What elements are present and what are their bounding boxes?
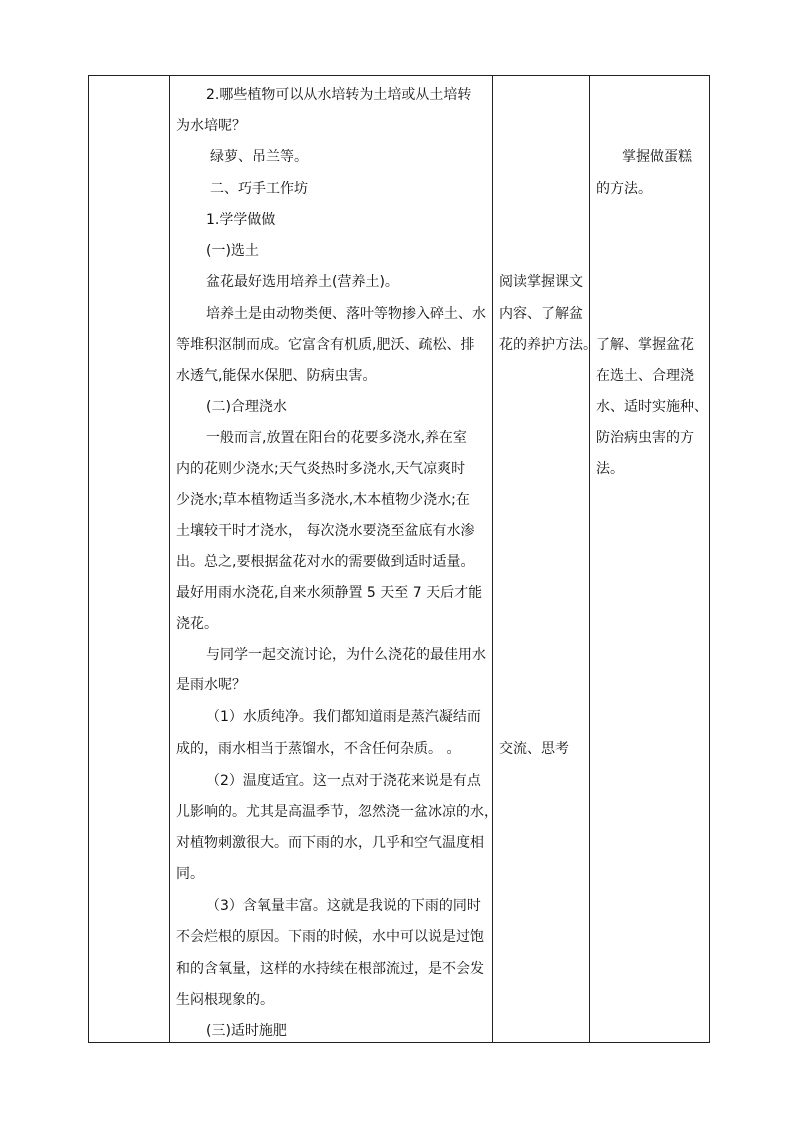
content-line: 2.哪些植物可以从水培转为土培或从土培转 bbox=[206, 87, 472, 103]
content-line: 与同学一起交流讨论，为什么浇花的最佳用水 bbox=[206, 647, 486, 663]
goal-line: 防治病虫害的方 bbox=[596, 430, 694, 446]
content-line: 生闷根现象的。 bbox=[176, 992, 274, 1008]
student-activity-column bbox=[493, 76, 597, 1043]
empty-left-column bbox=[89, 76, 170, 1043]
content-line: (二)合理浇水 bbox=[206, 399, 287, 415]
goal-line: 法。 bbox=[596, 461, 624, 477]
content-line: 不会烂根的原因。下雨的时候，水中可以说是过饱 bbox=[176, 929, 484, 945]
table-row bbox=[89, 76, 710, 1043]
content-line: 1.学学做做 bbox=[206, 212, 276, 228]
content-line: 土壤较干时才浇水， 每次浇水要浇至盆底有水渗 bbox=[176, 523, 475, 539]
content-line: 盆花最好选用培养土(营养土)。 bbox=[206, 274, 399, 290]
goal-line: 掌握做蛋糕 bbox=[622, 149, 692, 165]
content-line: 对植物刺激很大。而下雨的水，几乎和空气温度相 bbox=[176, 835, 484, 851]
content-line: 少浇水;草本植物适当多浇水,木本植物少浇水;在 bbox=[176, 492, 470, 508]
content-line: (三)适时施肥 bbox=[206, 1023, 287, 1039]
goal-line: 在选土、合理浇 bbox=[596, 368, 694, 384]
activity-line: 花的养护方法。 bbox=[499, 337, 597, 353]
content-line: 培养土是由动物类便、落叶等物掺入碎土、水 bbox=[206, 306, 486, 322]
content-line: (一)选土 bbox=[206, 243, 259, 259]
teaching-goals-column bbox=[590, 76, 710, 1043]
content-line: 出。总之,要根据盆花对水的需要做到适时适量。 bbox=[176, 554, 475, 570]
activity-line: 交流、思考 bbox=[499, 741, 569, 757]
content-line: 成的，雨水相当于蒸馏水，不含任何杂质。 。 bbox=[176, 741, 461, 757]
activity-line: 阅读掌握课文 bbox=[499, 274, 583, 290]
content-line: 是雨水呢？ bbox=[176, 677, 246, 693]
content-line: 水透气,能保水保肥、防病虫害。 bbox=[176, 368, 377, 384]
content-line: 最好用雨水浇花,自来水须静置 5 天至 7 天后才能 bbox=[176, 585, 483, 601]
content-line: 内的花则少浇水;天气炎热时多浇水,天气凉爽时 bbox=[176, 461, 466, 477]
content-line: 一般而言,放置在阳台的花要多浇水,养在室 bbox=[206, 430, 467, 446]
content-line: 绿萝、吊兰等。 bbox=[210, 149, 308, 165]
content-line: 等堆积沤制而成。它富含有机质,肥沃、疏松、排 bbox=[176, 337, 475, 353]
content-line: 浇花。 bbox=[176, 616, 218, 632]
activity-line: 内容、了解盆 bbox=[499, 306, 583, 322]
content-line: （3）含氧量丰富。这就是我说的下雨的同时 bbox=[206, 898, 481, 914]
content-line: 二、巧手工作坊 bbox=[210, 181, 308, 197]
teaching-content-column bbox=[170, 76, 498, 1043]
goal-line: 的方法。 bbox=[596, 181, 652, 197]
content-line: 儿影响的。尤其是高温季节，忽然浇一盆冰凉的水， bbox=[176, 804, 498, 820]
lesson-plan-table bbox=[88, 75, 710, 1043]
content-line: 和的含氧量，这样的水持续在根部流过，是不会发 bbox=[176, 961, 484, 977]
content-line: 为水培呢？ bbox=[176, 118, 246, 134]
content-line: （2）温度适宜。这一点对于浇花来说是有点 bbox=[206, 773, 481, 789]
content-line: 同。 bbox=[176, 866, 204, 882]
goal-line: 水、适时实施种、 bbox=[596, 399, 708, 415]
goal-line: 了解、掌握盆花 bbox=[596, 337, 694, 353]
content-line: （1）水质纯净。我们都知道雨是蒸汽凝结而 bbox=[206, 709, 481, 725]
